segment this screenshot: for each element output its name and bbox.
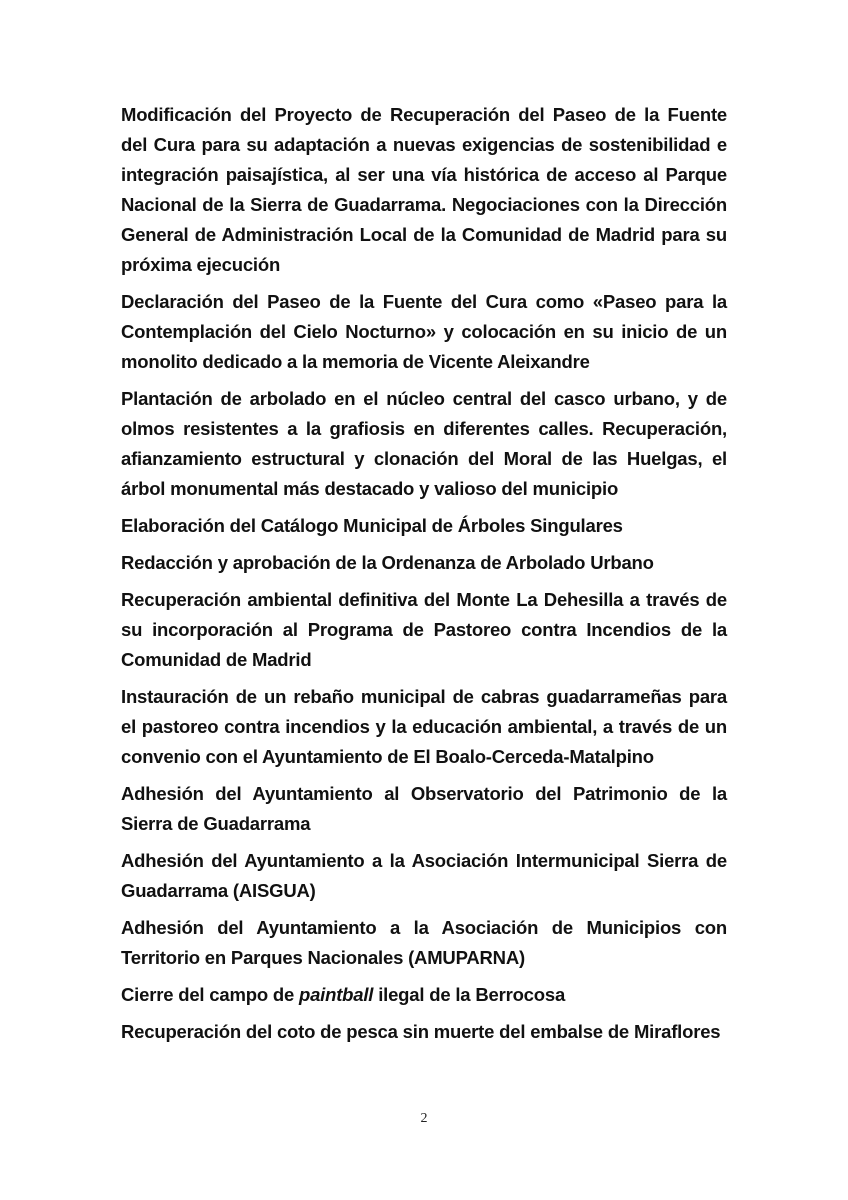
- paragraph-aisgua: Adhesión del Ayuntamiento a la Asociación Intermunicipal Sierra de Guadarrama (AISGUA): [121, 850, 727, 901]
- paintball-text-italic: paintball: [298, 984, 374, 1005]
- paragraph-fuente-del-cura-project: Modificación del Proyecto de Recuperación del Paseo de la Fuente del Cura para su adaptación a nuevas exigencias de sostenibilidad e integración paisajística, al ser una vía histórica de acceso al Parque Nacional de la Sierra de Guadarrama. Negociaciones con la Dirección General de Administración Local de la Comunidad de Madrid para su próxima ejecución: [121, 104, 727, 275]
- paragraph-tree-catalog: Elaboración del Catálogo Municipal de Árboles Singulares: [121, 515, 623, 536]
- paragraph-amuparna: Adhesión del Ayuntamiento a la Asociación de Municipios con Territorio en Parques Nacionales (AMUPARNA): [121, 917, 727, 968]
- paragraph-paintball-closure: [121, 980, 727, 1010]
- paragraph-night-sky-walk: Declaración del Paseo de la Fuente del Cura como «Paseo para la Contemplación del Cielo Nocturno» y colocación en su inicio de un monolito dedicado a la memoria de Vicente Aleixandre: [121, 291, 727, 372]
- paintball-text-before: Cierre del campo de: [121, 984, 299, 1005]
- paragraph-tree-planting: Plantación de arbolado en el núcleo central del casco urbano, y de olmos resistentes a la grafiosis en diferentes calles. Recuperación, afianzamiento estructural y clonación del Moral de las Huelgas, el árbol monumental más destacado y valioso del municipio: [121, 388, 727, 499]
- paintball-text-after: ilegal de la Berrocosa: [373, 984, 566, 1005]
- paragraph-goat-herd: Instauración de un rebaño municipal de cabras guadarrameñas para el pastoreo contra incendios y la educación ambiental, a través de un convenio con el Ayuntamiento de El Boalo-Cerceda-Matalpino: [121, 686, 727, 767]
- page-number: 2: [420, 1111, 428, 1126]
- page-content: [121, 100, 727, 1047]
- paragraph-tree-ordinance: Redacción y aprobación de la Ordenanza de Arbolado Urbano: [121, 552, 654, 573]
- paragraph-heritage-observatory: Adhesión del Ayuntamiento al Observatorio del Patrimonio de la Sierra de Guadarrama: [121, 783, 727, 834]
- paragraph-dehesilla-recovery: Recuperación ambiental definitiva del Monte La Dehesilla a través de su incorporación al Programa de Pastoreo contra Incendios de la Comunidad de Madrid: [121, 589, 727, 670]
- paragraph-fishing-reserve: Recuperación del coto de pesca sin muerte del embalse de Miraflores: [121, 1021, 721, 1042]
